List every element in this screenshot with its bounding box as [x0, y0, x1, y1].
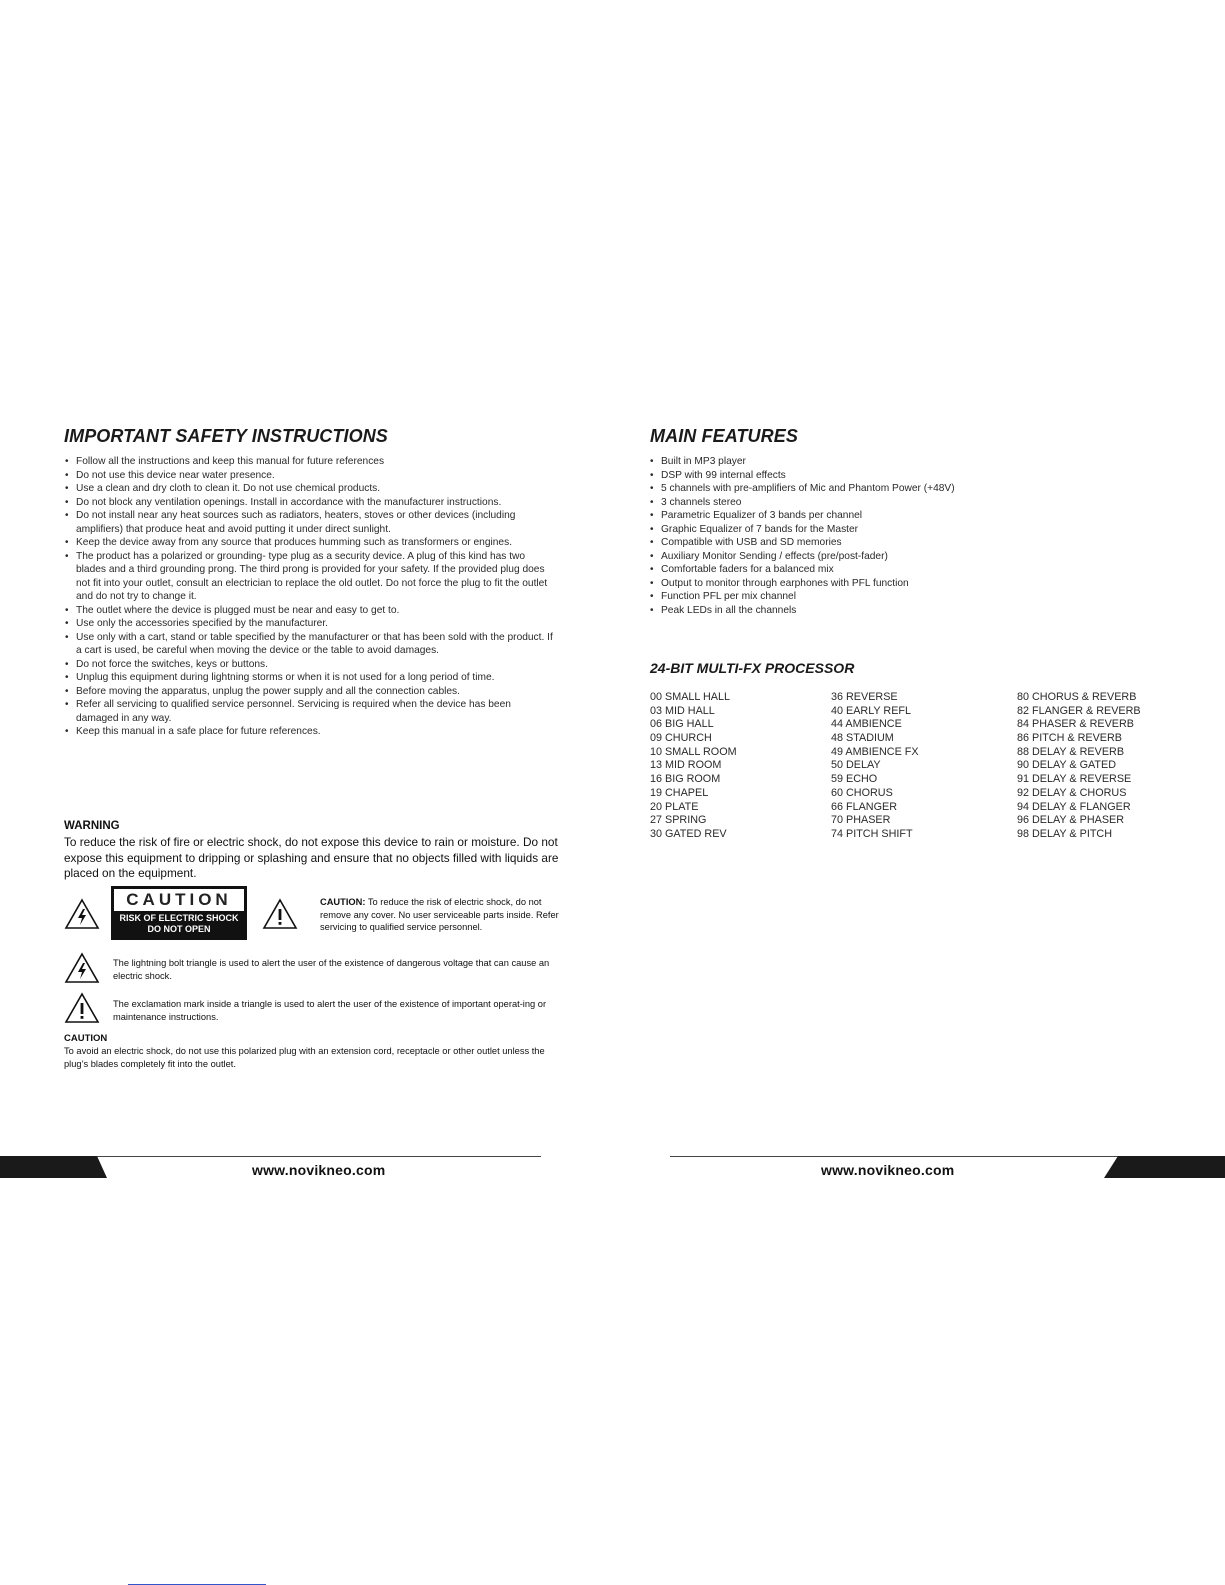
list-item: 98 DELAY & PITCH: [1017, 827, 1113, 840]
list-item: • Keep this manual in a safe place for future references.: [65, 725, 555, 739]
caution-box: [111, 886, 247, 940]
list-item: 48 STADIUM: [831, 732, 894, 745]
list-item: • DSP with 99 internal effects: [650, 469, 1130, 483]
list-item: • Do not install near any heat sources such as radiators, heaters, stoves or other devices (including amplifiers) that produce heat and avoid putting it under direct sunlight.: [65, 509, 555, 536]
list-item: 96 DELAY & PHASER: [1017, 814, 1125, 827]
list-item: 60 CHORUS: [831, 786, 893, 799]
list-item: • Function PFL per mix channel: [650, 590, 1130, 604]
list-item: • The product has a polarized or grounding- type plug as a security device. A plug of this kind has two blades and a third grounding prong. The third prong is provided for your safety. If the provided plug does not fit into your outlet, consult an electrician to replace the old outlet. Do not force the plug to fit the outlet and do not try to change it.: [65, 550, 555, 604]
fx-title: 24-BIT MULTI-FX PROCESSOR: [650, 660, 855, 676]
list-item: • Refer all servicing to qualified service personnel. Servicing is required when the device has been damaged in any way.: [65, 698, 555, 725]
list-item: 49 AMBIENCE FX: [831, 745, 919, 758]
list-item: 86 PITCH & REVERB: [1017, 732, 1123, 745]
list-item: 70 PHASER: [831, 814, 891, 827]
warning-heading: WARNING: [64, 820, 120, 832]
list-item: 74 PITCH SHIFT: [831, 827, 913, 840]
list-item: 91 DELAY & REVERSE: [1017, 773, 1132, 786]
features-title: MAIN FEATURES: [650, 426, 798, 446]
list-item: • Do not block any ventilation openings. Install in accordance with the manufacturer instructions.: [65, 496, 555, 510]
lightning-note: The lightning bolt triangle is used to alert the user of the existence of dangerous voltage that can cause an electric shock.: [113, 958, 550, 981]
safety-list: [65, 455, 555, 739]
caution-box-title: CAUTION: [114, 889, 244, 911]
footer-bar-right: [1100, 1156, 1225, 1180]
list-item: • Parametric Equalizer of 3 bands per channel: [650, 509, 1130, 523]
list-item: • Before moving the apparatus, unplug the power supply and all the connection cables.: [65, 685, 555, 699]
caution-box-subtitle: [111, 913, 247, 935]
warning-text: To reduce the risk of fire or electric shock, do not expose this device to rain or moisture. Do not expose this equipment to dripping or splashing and ensure that no objects filled with liquids are placed on the equipment.: [64, 835, 559, 880]
list-item: 27 SPRING: [650, 814, 707, 827]
list-item: • Comfortable faders for a balanced mix: [650, 563, 1130, 577]
footer-rule-left: [97, 1156, 541, 1157]
list-item: 88 DELAY & REVERB: [1017, 745, 1125, 758]
list-item: • Use only the accessories specified by the manufacturer.: [65, 617, 555, 631]
list-item: • 5 channels with pre-amplifiers of Mic and Phantom Power (+48V): [650, 482, 1130, 496]
lightning-triangle-icon: [64, 898, 100, 930]
list-item: 94 DELAY & FLANGER: [1017, 800, 1131, 813]
footer-rule-right: [670, 1156, 1120, 1157]
list-item: 82 FLANGER & REVERB: [1017, 704, 1141, 717]
caution-note-text: To reduce the risk of electric shock, do not remove any cover. No user serviceable parts inside. Refer servicing to qualified service personnel.: [320, 897, 559, 932]
list-item: 36 REVERSE: [831, 691, 898, 703]
exclamation-triangle-icon: [64, 992, 100, 1024]
list-item: • Unplug this equipment during lightning storms or when it is not used for a long period of time.: [65, 671, 555, 685]
list-item: 10 SMALL ROOM: [650, 745, 737, 758]
caution-box-line1: RISK OF ELECTRIC SHOCK: [119, 913, 239, 923]
list-item: 59 ECHO: [831, 773, 878, 786]
list-item: 66 FLANGER: [831, 800, 898, 813]
caution-box-line2: DO NOT OPEN: [147, 924, 211, 934]
footer-bar-left: [0, 1156, 110, 1180]
list-item: 13 MID ROOM: [650, 759, 722, 772]
list-item: • Output to monitor through earphones with PFL function: [650, 577, 1130, 591]
list-item: 90 DELAY & GATED: [1017, 759, 1117, 772]
list-item: • Do not use this device near water presence.: [65, 469, 555, 483]
features-list: [650, 455, 1130, 617]
list-item: 80 CHORUS & REVERB: [1017, 691, 1137, 703]
list-item: 03 MID HALL: [650, 704, 715, 717]
list-item: 84 PHASER & REVERB: [1017, 718, 1135, 731]
fx-column-3: [1017, 691, 1141, 842]
list-item: • Compatible with USB and SD memories: [650, 536, 1130, 550]
list-item: • Peak LEDs in all the channels: [650, 604, 1130, 618]
caution-heading: CAUTION: [64, 1033, 108, 1044]
list-item: 50 DELAY: [831, 759, 881, 772]
list-item: 20 PLATE: [650, 800, 699, 813]
list-item: 00 SMALL HALL: [650, 691, 731, 703]
list-item: 06 BIG HALL: [650, 718, 714, 731]
list-item: • 3 channels stereo: [650, 496, 1130, 510]
list-item: • Use only with a cart, stand or table specified by the manufacturer or that has been sold with the product. If a cart is used, be careful when moving the device or the table to avoid damages.: [65, 631, 555, 658]
list-item: 40 EARLY REFL: [831, 704, 912, 717]
caution-note-label: CAUTION:: [320, 897, 366, 907]
fx-column-1: [650, 691, 737, 842]
list-item: 92 DELAY & CHORUS: [1017, 786, 1127, 799]
caution-text: To avoid an electric shock, do not use this polarized plug with an extension cord, receptacle or other outlet unless the plug’s blades completely fit into the outlet.: [64, 1046, 545, 1069]
caution-note: [320, 896, 560, 934]
list-item: • Graphic Equalizer of 7 bands for the Master: [650, 523, 1130, 537]
list-item: • Auxiliary Monitor Sending / effects (pre/post-fader): [650, 550, 1130, 564]
safety-title: IMPORTANT SAFETY INSTRUCTIONS: [64, 426, 388, 446]
list-item: 09 CHURCH: [650, 732, 712, 745]
list-item: 19 CHAPEL: [650, 786, 709, 799]
list-item: • The outlet where the device is plugged must be near and easy to get to.: [65, 604, 555, 618]
footer-url-right[interactable]: www.novikneo.com: [821, 1162, 955, 1178]
list-item: • Keep the device away from any source that produces humming such as transformers or engines.: [65, 536, 555, 550]
footer-url-left[interactable]: www.novikneo.com: [252, 1162, 386, 1178]
exclamation-triangle-icon: [262, 898, 298, 930]
list-item: 16 BIG ROOM: [650, 773, 721, 786]
exclamation-note: The exclamation mark inside a triangle is used to alert the user of the existence of important operat-ing or maintenance instructions.: [113, 999, 547, 1022]
fx-column-2: [831, 691, 919, 842]
list-item: • Do not force the switches, keys or buttons.: [65, 658, 555, 672]
list-item: • Follow all the instructions and keep this manual for future references: [65, 455, 555, 469]
lightning-triangle-icon: [64, 952, 100, 984]
list-item: • Built in MP3 player: [650, 455, 1130, 469]
list-item: 44 AMBIENCE: [831, 718, 902, 731]
list-item: 30 GATED REV: [650, 827, 727, 840]
list-item: • Use a clean and dry cloth to clean it. Do not use chemical products.: [65, 482, 555, 496]
